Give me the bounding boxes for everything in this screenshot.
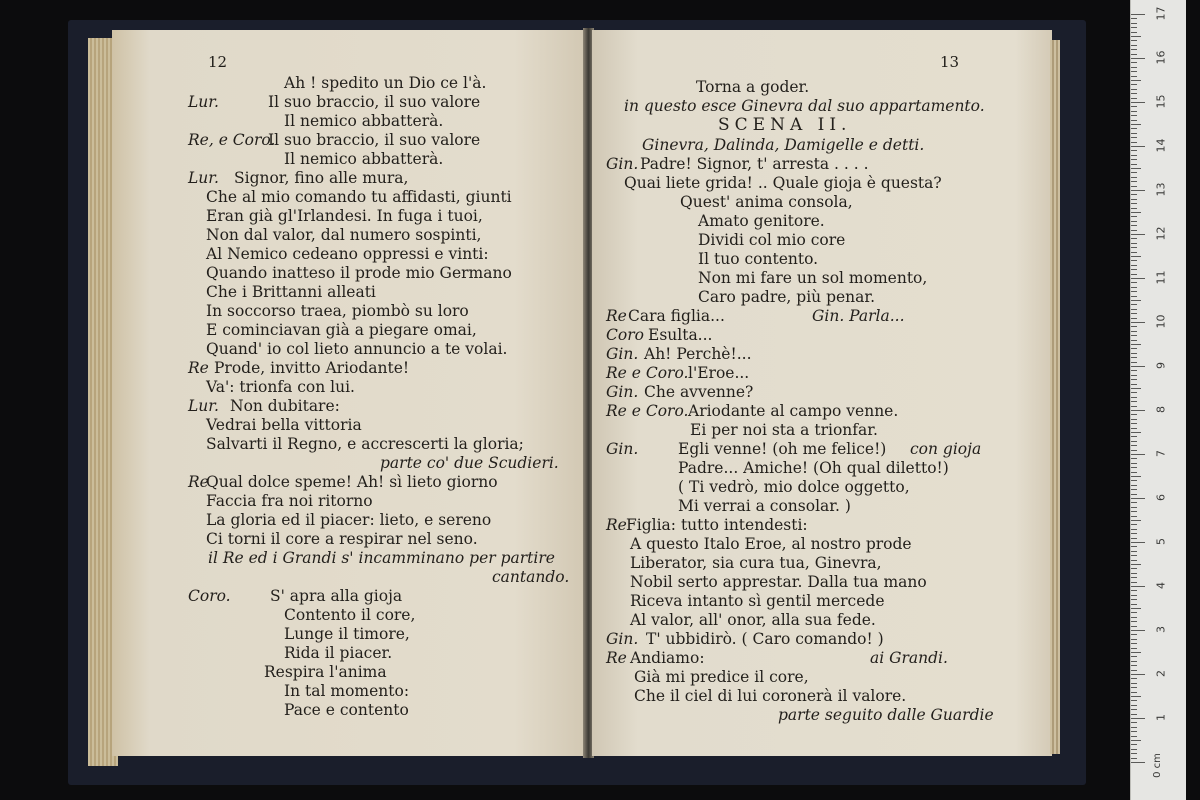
ruler-tick — [1131, 186, 1137, 187]
ruler-tick — [1131, 626, 1137, 627]
ruler-tick — [1131, 454, 1145, 455]
ruler-tick — [1131, 696, 1141, 697]
text-line: Gin. Che avvenne? — [606, 383, 754, 401]
ruler-tick — [1131, 98, 1137, 99]
text-line: Lur. Signor, fino alle mura, — [188, 169, 409, 187]
text-line: Coro. S' apra alla gioja — [188, 587, 403, 605]
ruler-tick — [1131, 252, 1137, 253]
ruler-tick — [1131, 494, 1137, 495]
ruler-tick — [1131, 67, 1137, 68]
text-line: Gin. Egli venne! (oh me felice!) con gioja — [606, 440, 982, 458]
ruler-tick — [1131, 441, 1137, 442]
text-line: Re Figlia: tutto intendesti: — [606, 516, 808, 534]
ruler-tick — [1131, 749, 1137, 750]
ruler-tick — [1131, 718, 1145, 719]
text-line: Il nemico abbatterà. — [284, 112, 444, 130]
ruler-tick — [1131, 124, 1141, 125]
ruler-tick — [1131, 472, 1137, 473]
ruler-tick — [1131, 282, 1137, 283]
ruler-tick — [1131, 406, 1137, 407]
ruler-tick — [1131, 450, 1137, 451]
ruler-tick — [1131, 648, 1137, 649]
text-line: Dividi col mio core — [698, 231, 846, 249]
ruler-tick — [1131, 335, 1137, 336]
ruler-tick — [1131, 331, 1137, 332]
stage-direction: parte co' due Scudieri. — [380, 454, 559, 472]
ruler-tick — [1131, 476, 1141, 477]
ruler-tick — [1131, 700, 1137, 701]
ruler-tick — [1131, 379, 1137, 380]
ruler-tick — [1131, 670, 1137, 671]
ruler-tick — [1131, 542, 1145, 543]
ruler-tick — [1131, 164, 1137, 165]
ruler-tick — [1131, 498, 1145, 499]
text-line: Il nemico abbatterà. — [284, 150, 444, 168]
ruler-number: 14 — [1154, 138, 1168, 153]
ruler-tick — [1131, 278, 1145, 279]
ruler-tick — [1131, 309, 1137, 310]
ruler-number: 6 — [1154, 494, 1168, 501]
text-line: Re e Coro. Ariodante al campo venne. — [606, 402, 899, 420]
ruler-tick — [1131, 326, 1137, 327]
ruler-tick — [1131, 115, 1137, 116]
ruler-tick — [1131, 511, 1137, 512]
ruler-tick — [1131, 428, 1137, 429]
ruler-tick — [1131, 155, 1137, 156]
page-edges-right — [1050, 40, 1060, 754]
ruler-tick — [1131, 221, 1137, 222]
ruler-tick — [1131, 58, 1145, 59]
ruler-tick — [1131, 23, 1137, 24]
text-line: Non dal valor, dal numero sospinti, — [206, 226, 482, 244]
ruler-tick — [1131, 736, 1137, 737]
ruler-tick — [1131, 467, 1137, 468]
ruler-tick — [1131, 177, 1137, 178]
text-line: Amato genitore. — [698, 212, 825, 230]
text-line: Rida il piacer. — [284, 644, 393, 662]
ruler-tick — [1131, 419, 1137, 420]
text-line: Eran già gl'Irlandesi. In fuga i tuoi, — [206, 207, 483, 225]
ruler-tick — [1131, 612, 1137, 613]
ruler-tick — [1131, 300, 1141, 301]
ruler-tick — [1131, 137, 1137, 138]
ruler-tick — [1131, 340, 1137, 341]
ruler-tick — [1131, 216, 1137, 217]
ruler-tick — [1131, 744, 1137, 745]
text-line: Re e Coro. l'Eroe... — [606, 364, 750, 382]
ruler-tick — [1131, 238, 1137, 239]
text-line: Che i Brittanni alleati — [206, 283, 376, 301]
ruler-tick — [1131, 731, 1137, 732]
ruler-tick — [1131, 45, 1137, 46]
text-line: Padre... Amiche! (Oh qual diletto!) — [678, 459, 949, 477]
ruler-tick — [1131, 524, 1137, 525]
text-line: La gloria ed il piacer: lieto, e sereno — [206, 511, 492, 529]
ruler-tick — [1131, 208, 1137, 209]
ruler-tick — [1131, 344, 1141, 345]
ruler-tick — [1131, 564, 1141, 565]
ruler-tick — [1131, 722, 1137, 723]
ruler-tick — [1131, 348, 1137, 349]
ruler-tick — [1131, 463, 1137, 464]
ruler-tick — [1131, 36, 1141, 37]
ruler-number: 10 — [1154, 314, 1168, 329]
ruler-number: 11 — [1154, 270, 1168, 285]
ruler-number: 5 — [1154, 538, 1168, 545]
text-line: Il tuo contento. — [698, 250, 819, 268]
ruler-tick — [1131, 84, 1137, 85]
ruler-tick — [1131, 533, 1137, 534]
ruler-tick — [1131, 40, 1137, 41]
ruler-tick — [1131, 49, 1137, 50]
text-line: Mi verrai a consolar. ) — [678, 497, 851, 515]
text-line: Respira l'anima — [264, 663, 387, 681]
ruler-tick — [1131, 190, 1145, 191]
ruler-number: 16 — [1154, 50, 1168, 65]
ruler-tick — [1131, 142, 1137, 143]
text-line: Riceva intanto sì gentil mercede — [630, 592, 885, 610]
ruler-tick — [1131, 586, 1145, 587]
ruler-tick — [1131, 62, 1137, 63]
ruler-tick — [1131, 384, 1137, 385]
ruler-tick — [1131, 14, 1145, 15]
ruler-tick — [1131, 146, 1145, 147]
stage-direction: cantando. — [492, 568, 570, 586]
ruler-tick — [1131, 93, 1137, 94]
text-line: Che il ciel di lui coronerà il valore. — [634, 687, 907, 705]
ruler-tick — [1131, 538, 1137, 539]
ruler-tick — [1131, 304, 1137, 305]
ruler-tick — [1131, 423, 1137, 424]
text-line: Che al mio comando tu affidasti, giunti — [206, 188, 512, 206]
ruler-tick — [1131, 106, 1137, 107]
ruler-tick — [1131, 661, 1137, 662]
ruler-tick — [1131, 740, 1141, 741]
text-line: Caro padre, più penar. — [698, 288, 876, 306]
ruler-tick — [1131, 366, 1145, 367]
text-line: A questo Italo Eroe, al nostro prode — [630, 535, 912, 553]
measurement-ruler — [1130, 0, 1186, 800]
ruler-tick — [1131, 291, 1137, 292]
text-line: Re Prode, invitto Ariodante! — [188, 359, 410, 377]
ruler-tick — [1131, 410, 1145, 411]
ruler-tick — [1131, 256, 1141, 257]
ruler-tick — [1131, 480, 1137, 481]
ruler-tick — [1131, 555, 1137, 556]
ruler-unit-label: 0 cm — [1151, 753, 1163, 778]
ruler-tick — [1131, 274, 1137, 275]
ruler-tick — [1131, 287, 1137, 288]
ruler-tick — [1131, 212, 1141, 213]
ruler-number: 2 — [1154, 670, 1168, 677]
text-line: Ei per noi sta a trionfar. — [690, 421, 878, 439]
ruler-tick — [1131, 678, 1137, 679]
text-line: Ah ! spedito un Dio ce l'à. — [284, 74, 487, 92]
stage-direction: in questo esce Ginevra dal suo appartamento. — [624, 97, 985, 115]
text-line: In tal momento: — [284, 682, 410, 700]
ruler-number: 3 — [1154, 626, 1168, 633]
ruler-tick — [1131, 502, 1137, 503]
ruler-tick — [1131, 621, 1137, 622]
ruler-tick — [1131, 260, 1137, 261]
ruler-tick — [1131, 608, 1141, 609]
text-line: Quest' anima consola, — [680, 193, 853, 211]
ruler-tick — [1131, 692, 1137, 693]
ruler-tick — [1131, 753, 1137, 754]
ruler-number: 8 — [1154, 406, 1168, 413]
ruler-tick — [1131, 392, 1137, 393]
text-line: Ci torni il core a respirar nel seno. — [206, 530, 478, 548]
ruler-tick — [1131, 639, 1137, 640]
text-line: E cominciavan già a piegare omai, — [206, 321, 477, 339]
ruler-tick — [1131, 599, 1137, 600]
ruler-tick — [1131, 683, 1137, 684]
ruler-tick — [1131, 414, 1137, 415]
ruler-tick — [1131, 758, 1137, 759]
ruler-tick — [1131, 762, 1145, 763]
ruler-tick — [1131, 674, 1145, 675]
page-number-left: 12 — [208, 53, 228, 71]
ruler-tick — [1131, 318, 1137, 319]
text-line: Lunge il timore, — [284, 625, 410, 643]
text-line: Gin. Ah! Perchè!... — [606, 345, 752, 363]
ruler-tick — [1131, 507, 1137, 508]
ruler-tick — [1131, 120, 1137, 121]
text-line: Torna a goder. — [696, 78, 810, 96]
ruler-tick — [1131, 568, 1137, 569]
ruler-tick — [1131, 370, 1137, 371]
text-line: Va': trionfa con lui. — [206, 378, 355, 396]
ruler-tick — [1131, 230, 1137, 231]
ruler-tick — [1131, 181, 1137, 182]
ruler-tick — [1131, 582, 1137, 583]
text-line: Pace e contento — [284, 701, 409, 719]
text-line: Vedrai bella vittoria — [206, 416, 362, 434]
ruler-tick — [1131, 296, 1137, 297]
ruler-tick — [1131, 388, 1141, 389]
ruler-tick — [1131, 18, 1137, 19]
ruler-tick — [1131, 243, 1137, 244]
ruler-tick — [1131, 643, 1137, 644]
ruler-tick — [1131, 234, 1145, 235]
ruler-tick — [1131, 89, 1137, 90]
ruler-tick — [1131, 590, 1137, 591]
text-line: Faccia fra noi ritorno — [206, 492, 373, 510]
ruler-tick — [1131, 375, 1137, 376]
stage-direction: il Re ed i Grandi s' incamminano per partire — [208, 549, 555, 567]
ruler-tick — [1131, 27, 1137, 28]
ruler-tick — [1131, 102, 1145, 103]
text-line: Quando inatteso il prode mio Germano — [206, 264, 512, 282]
ruler-tick — [1131, 432, 1141, 433]
ruler-tick — [1131, 520, 1141, 521]
text-line: Al Nemico cedeano oppressi e vinti: — [206, 245, 489, 263]
ruler-tick — [1131, 560, 1137, 561]
ruler-tick — [1131, 111, 1137, 112]
ruler-tick — [1131, 353, 1137, 354]
left-page — [112, 30, 585, 756]
text-line: Quand' io col lieto annuncio a te volai. — [206, 340, 508, 358]
ruler-tick — [1131, 436, 1137, 437]
ruler-tick — [1131, 54, 1137, 55]
ruler-tick — [1131, 551, 1137, 552]
text-line: Contento il core, — [284, 606, 416, 624]
ruler-tick — [1131, 172, 1137, 173]
ruler-tick — [1131, 489, 1137, 490]
ruler-tick — [1131, 32, 1137, 33]
ruler-tick — [1131, 150, 1137, 151]
ruler-tick — [1131, 203, 1137, 204]
ruler-tick — [1131, 199, 1137, 200]
ruler-tick — [1131, 529, 1137, 530]
text-line: Liberator, sia cura tua, Ginevra, — [630, 554, 882, 572]
text-line: Al valor, all' onor, alla sua fede. — [630, 611, 876, 629]
ruler-tick — [1131, 604, 1137, 605]
text-line: In soccorso traea, piombò su loro — [206, 302, 469, 320]
ruler-tick — [1131, 485, 1137, 486]
character-list: Ginevra, Dalinda, Damigelle e detti. — [642, 136, 925, 154]
ruler-tick — [1131, 709, 1137, 710]
ruler-tick — [1131, 546, 1137, 547]
ruler-tick — [1131, 595, 1137, 596]
ruler-tick — [1131, 76, 1137, 77]
ruler-tick — [1131, 577, 1137, 578]
ruler-tick — [1131, 265, 1137, 266]
ruler-tick — [1131, 194, 1137, 195]
ruler-tick — [1131, 656, 1137, 657]
text-line: Lur. Non dubitare: — [188, 397, 340, 415]
right-page — [592, 30, 1052, 756]
page-number-right: 13 — [940, 53, 960, 71]
ruler-number: 1 — [1154, 714, 1168, 721]
text-line: Nobil serto apprestar. Dalla tua mano — [630, 573, 927, 591]
ruler-tick — [1131, 727, 1137, 728]
ruler-number: 13 — [1154, 182, 1168, 197]
ruler-tick — [1131, 573, 1137, 574]
ruler-number: 12 — [1154, 226, 1168, 241]
ruler-tick — [1131, 458, 1137, 459]
text-line: Non mi fare un sol momento, — [698, 269, 928, 287]
text-line: Gin. T' ubbidirò. ( Caro comando! ) — [606, 630, 884, 648]
ruler-tick — [1131, 630, 1145, 631]
ruler-tick — [1131, 401, 1137, 402]
ruler-tick — [1131, 445, 1137, 446]
ruler-number: 15 — [1154, 94, 1168, 109]
ruler-tick — [1131, 617, 1137, 618]
text-line: ( Ti vedrò, mio dolce oggetto, — [678, 478, 910, 496]
ruler-tick — [1131, 128, 1137, 129]
ruler-tick — [1131, 71, 1137, 72]
ruler-tick — [1131, 322, 1145, 323]
text-line: Quai liete grida! .. Quale gioja è questa? — [624, 174, 942, 192]
ruler-tick — [1131, 714, 1137, 715]
text-line: Già mi predice il core, — [634, 668, 809, 686]
ruler-tick — [1131, 168, 1141, 169]
ruler-tick — [1131, 652, 1141, 653]
ruler-tick — [1131, 687, 1137, 688]
ruler-number: 17 — [1154, 6, 1168, 21]
ruler-tick — [1131, 362, 1137, 363]
ruler-tick — [1131, 225, 1137, 226]
ruler-tick — [1131, 80, 1141, 81]
ruler-tick — [1131, 357, 1137, 358]
text-line: Salvarti il Regno, e accrescerti la gloria; — [206, 435, 524, 453]
text-line: Gin. Padre! Signor, t' arresta . . . . — [606, 155, 869, 173]
ruler-tick — [1131, 516, 1137, 517]
ruler-tick — [1131, 247, 1137, 248]
text-line: Re Andiamo: ai Grandi. — [606, 649, 948, 667]
ruler-tick — [1131, 133, 1137, 134]
ruler-tick — [1131, 665, 1137, 666]
stage-direction: parte seguito dalle Guardie — [778, 706, 994, 724]
ruler-tick — [1131, 705, 1137, 706]
ruler-tick — [1131, 313, 1137, 314]
ruler-tick — [1131, 269, 1137, 270]
ruler-tick — [1131, 397, 1137, 398]
text-line: Coro Esulta... — [606, 326, 713, 344]
scene-heading: SCENA II. — [718, 115, 852, 135]
ruler-tick — [1131, 159, 1137, 160]
ruler-number: 4 — [1154, 582, 1168, 589]
ruler-number: 9 — [1154, 362, 1168, 369]
text-line: Re, e Coro. Il suo braccio, il suo valore — [188, 131, 481, 149]
text-line: Lur. Il suo braccio, il suo valore — [188, 93, 481, 111]
text-line: Re Qual dolce speme! Ah! sì lieto giorno — [188, 473, 498, 491]
text-line: Re Cara figlia... Gin. Parla... — [606, 307, 905, 325]
ruler-number: 7 — [1154, 450, 1168, 457]
ruler-tick — [1131, 634, 1137, 635]
